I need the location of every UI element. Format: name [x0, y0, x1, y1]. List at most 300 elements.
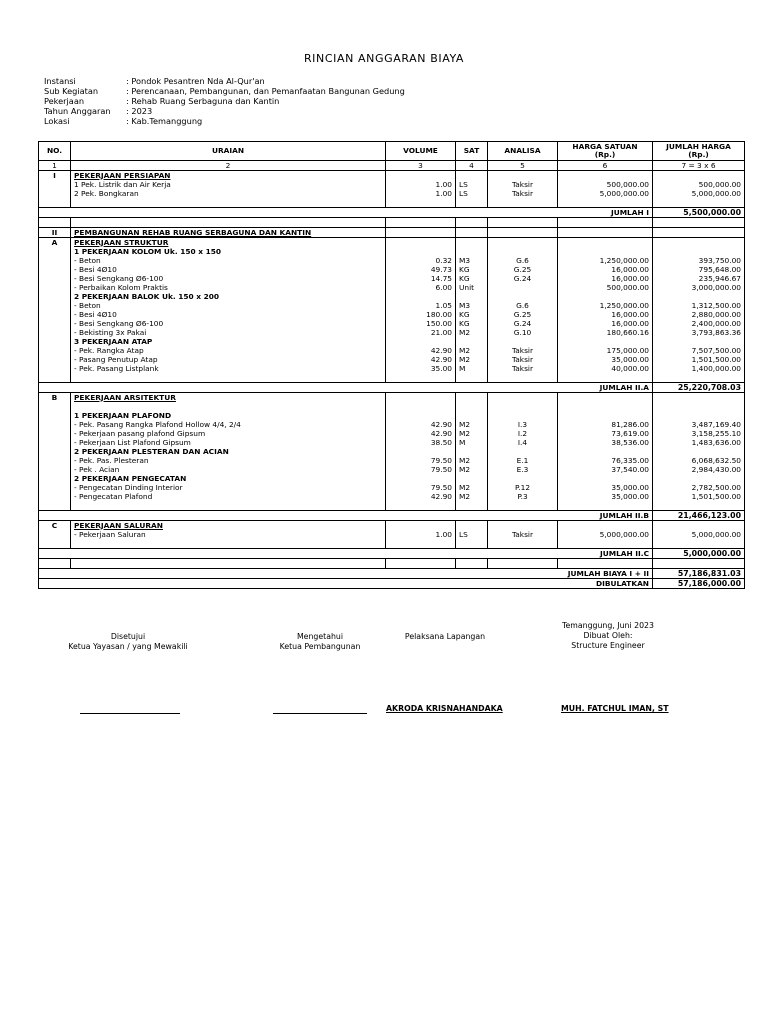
table-cell: [488, 521, 558, 531]
signature-line-yayasan: [80, 713, 180, 714]
item-total-price: 3,793,863.36: [653, 328, 745, 337]
info-row: [44, 96, 405, 106]
table-cell: [456, 474, 488, 483]
table-cell: [386, 373, 456, 383]
column-number-row: [39, 161, 745, 171]
info-row: [44, 106, 405, 116]
table-cell: [488, 337, 558, 346]
table-cell: [488, 228, 558, 238]
item-total-price: 2,880,000.00: [653, 310, 745, 319]
item-total-price: 5,000,000.00: [653, 530, 745, 539]
item-unit: LS: [456, 530, 488, 539]
info-value: : Perencanaan, Pembangunan, dan Pemanfaatan Bangunan Gedung: [126, 86, 405, 96]
group-title: 3 PEKERJAAN ATAP: [71, 337, 386, 346]
table-header-row: [39, 142, 745, 161]
item-analysis: Taksir: [488, 530, 558, 539]
table-cell: [39, 411, 71, 420]
table-cell: [653, 393, 745, 403]
table-cell: [488, 402, 558, 411]
grand-total-row: [39, 579, 745, 589]
table-row: [39, 283, 745, 292]
table-cell: [653, 559, 745, 569]
foundation-chair-title: Ketua Yayasan / yang Mewakili: [68, 642, 188, 651]
item-volume: 180.00: [386, 310, 456, 319]
item-total-price: 3,158,255.10: [653, 429, 745, 438]
item-unit: M: [456, 364, 488, 373]
item-analysis: P.12: [488, 483, 558, 492]
table-cell: [39, 218, 71, 228]
table-cell: [488, 171, 558, 181]
total-label: JUMLAH II.B: [39, 511, 653, 521]
item-analysis: G.24: [488, 319, 558, 328]
item-analysis: Taksir: [488, 346, 558, 355]
subtotal-row: [39, 383, 745, 393]
column-header: NO.: [39, 142, 71, 161]
table-cell: [39, 402, 71, 411]
table-row: [39, 483, 745, 492]
item-total-price: 7,507,500.00: [653, 346, 745, 355]
table-cell: [653, 402, 745, 411]
table-cell: [39, 355, 71, 364]
table-cell: [39, 346, 71, 355]
table-cell: [386, 559, 456, 569]
item-total-price: 2,400,000.00: [653, 319, 745, 328]
item-unit: M2: [456, 355, 488, 364]
info-key: Tahun Anggaran: [44, 106, 111, 116]
table-cell: [386, 247, 456, 256]
table-cell: [653, 521, 745, 531]
item-unit: M2: [456, 429, 488, 438]
total-value: 25,220,708.03: [653, 383, 745, 393]
group-row: [39, 474, 745, 483]
table-row: [39, 465, 745, 474]
signature-line-pembangunan: [273, 713, 367, 714]
item-unit: Unit: [456, 283, 488, 292]
item-analysis: I.3: [488, 420, 558, 429]
table-cell: [456, 447, 488, 456]
item-volume: 38.50: [386, 438, 456, 447]
table-cell: [456, 218, 488, 228]
table-cell: [39, 364, 71, 373]
table-cell: [488, 373, 558, 383]
item-description: - Beton: [71, 256, 386, 265]
item-volume: 42.90: [386, 346, 456, 355]
table-cell: [71, 373, 386, 383]
table-cell: [386, 228, 456, 238]
table-cell: [39, 310, 71, 319]
table-cell: [39, 373, 71, 383]
item-description: - Perbaikan Kolom Praktis: [71, 283, 386, 292]
table-cell: [488, 539, 558, 549]
table-cell: [386, 337, 456, 346]
table-cell: [456, 393, 488, 403]
item-analysis: G.10: [488, 328, 558, 337]
group-row: [39, 411, 745, 420]
info-row: [44, 86, 405, 96]
item-description: - Besi 4Ø10: [71, 265, 386, 274]
item-unit: M2: [456, 420, 488, 429]
table-cell: [456, 521, 488, 531]
info-key: Instansi: [44, 76, 76, 86]
table-cell: [39, 539, 71, 549]
table-cell: [653, 171, 745, 181]
table-row: [39, 355, 745, 364]
table-row: [39, 301, 745, 310]
item-unit: M2: [456, 465, 488, 474]
table-cell: [386, 292, 456, 301]
item-analysis: I.2: [488, 429, 558, 438]
info-value: : Kab.Temanggung: [126, 116, 203, 126]
table-cell: [39, 474, 71, 483]
item-analysis: E.3: [488, 465, 558, 474]
item-unit-price: 37,540.00: [558, 465, 653, 474]
item-total-price: 2,782,500.00: [653, 483, 745, 492]
executor-name: AKRODA KRISNAHANDAKA: [386, 704, 503, 713]
table-cell: [558, 393, 653, 403]
table-cell: [456, 238, 488, 248]
item-total-price: 3,000,000.00: [653, 283, 745, 292]
item-total-price: 1,501,500.00: [653, 492, 745, 501]
table-cell: [558, 474, 653, 483]
item-analysis: [488, 283, 558, 292]
blank-row: [39, 218, 745, 228]
item-volume: 79.50: [386, 465, 456, 474]
column-number: 7 = 3 x 6: [653, 161, 745, 171]
section-title: PEKERJAAN PERSIAPAN: [71, 171, 386, 181]
item-unit-price: 38,536.00: [558, 438, 653, 447]
item-total-price: 1,400,000.00: [653, 364, 745, 373]
table-cell: [386, 198, 456, 208]
table-cell: [488, 393, 558, 403]
table-cell: [39, 438, 71, 447]
item-description: - Pasang Penutup Atap: [71, 355, 386, 364]
item-total-price: 1,312,500.00: [653, 301, 745, 310]
section-row: [39, 171, 745, 181]
table-row: [39, 274, 745, 283]
column-number: 5: [488, 161, 558, 171]
table-cell: [386, 539, 456, 549]
item-volume: 1.00: [386, 180, 456, 189]
blank-row: [39, 198, 745, 208]
item-description: 1 Pek. Listrik dan Air Kerja: [71, 180, 386, 189]
item-description: - Besi Sengkang Ø6-100: [71, 319, 386, 328]
item-description: - Pekerjaan pasang plafond Gipsum: [71, 429, 386, 438]
table-cell: [558, 228, 653, 238]
engineer-name: MUH. FATCHUL IMAN, ST: [561, 704, 669, 713]
table-cell: [488, 292, 558, 301]
table-cell: [39, 483, 71, 492]
item-analysis: I.4: [488, 438, 558, 447]
total-label: JUMLAH BIAYA I + II: [39, 569, 653, 579]
item-analysis: P.3: [488, 492, 558, 501]
total-value: 21,466,123.00: [653, 511, 745, 521]
construction-chair-title: Ketua Pembangunan: [279, 642, 361, 651]
table-cell: [39, 247, 71, 256]
table-cell: [456, 411, 488, 420]
table-cell: [39, 301, 71, 310]
table-cell: [558, 247, 653, 256]
item-analysis: G.6: [488, 256, 558, 265]
item-unit: M3: [456, 256, 488, 265]
item-unit-price: 35,000.00: [558, 492, 653, 501]
total-value: 5,000,000.00: [653, 549, 745, 559]
item-description: - Pek. Pas. Plesteran: [71, 456, 386, 465]
table-cell: [456, 228, 488, 238]
item-analysis: Taksir: [488, 189, 558, 198]
item-unit-price: 16,000.00: [558, 274, 653, 283]
table-cell: [558, 521, 653, 531]
table-cell: [653, 198, 745, 208]
table-cell: [39, 274, 71, 283]
table-cell: [488, 218, 558, 228]
table-cell: [39, 292, 71, 301]
table-cell: [488, 501, 558, 511]
item-volume: 0.32: [386, 256, 456, 265]
table-cell: [558, 411, 653, 420]
table-cell: [456, 373, 488, 383]
table-cell: [71, 559, 386, 569]
table-cell: [653, 501, 745, 511]
table-cell: [456, 402, 488, 411]
group-title: 2 PEKERJAAN PENGECATAN: [71, 474, 386, 483]
group-row: [39, 292, 745, 301]
item-unit-price: 180,660.16: [558, 328, 653, 337]
table-cell: [39, 530, 71, 539]
section-number: A: [39, 238, 71, 248]
item-volume: 1.00: [386, 189, 456, 198]
item-unit: KG: [456, 319, 488, 328]
section-number: C: [39, 521, 71, 531]
info-value: : Rehab Ruang Serbaguna dan Kantin: [126, 96, 280, 106]
item-unit-price: 1,250,000.00: [558, 256, 653, 265]
blank-row: [39, 539, 745, 549]
info-key: Sub Kegiatan: [44, 86, 99, 96]
table-cell: [386, 171, 456, 181]
blank-row: [39, 373, 745, 383]
table-cell: [39, 447, 71, 456]
table-row: [39, 420, 745, 429]
group-row: [39, 447, 745, 456]
group-title: 2 PEKERJAAN PLESTERAN DAN ACIAN: [71, 447, 386, 456]
item-volume: 35.00: [386, 364, 456, 373]
table-row: [39, 492, 745, 501]
approved-label: Disetujui: [110, 632, 146, 641]
total-value: 57,186,000.00: [653, 579, 745, 589]
table-cell: [39, 492, 71, 501]
item-unit: M: [456, 438, 488, 447]
item-analysis: Taksir: [488, 180, 558, 189]
total-label: JUMLAH II.A: [39, 383, 653, 393]
item-volume: 21.00: [386, 328, 456, 337]
table-cell: [488, 559, 558, 569]
table-cell: [488, 411, 558, 420]
budget-table: [38, 141, 745, 589]
table-cell: [558, 198, 653, 208]
column-header: HARGA SATUAN (Rp.): [558, 142, 653, 161]
table-cell: [39, 256, 71, 265]
table-cell: [386, 501, 456, 511]
project-info: [44, 76, 405, 126]
section-title: PEMBANGUNAN REHAB RUANG SERBAGUNA DAN KANTIN: [71, 228, 386, 238]
item-unit: KG: [456, 274, 488, 283]
item-volume: 1.05: [386, 301, 456, 310]
item-volume: 1.00: [386, 530, 456, 539]
item-unit-price: 16,000.00: [558, 310, 653, 319]
table-cell: [653, 447, 745, 456]
engineer-title: Structure Engineer: [571, 641, 645, 650]
table-cell: [558, 171, 653, 181]
item-description: - Pek. Pasang Rangka Plafond Hollow 4/4, 2/4: [71, 420, 386, 429]
item-analysis: Taksir: [488, 355, 558, 364]
table-cell: [558, 501, 653, 511]
item-unit-price: 175,000.00: [558, 346, 653, 355]
item-total-price: 235,946.67: [653, 274, 745, 283]
item-unit-price: 1,250,000.00: [558, 301, 653, 310]
table-row: [39, 180, 745, 189]
group-title: 1 PEKERJAAN PLAFOND: [71, 411, 386, 420]
table-cell: [558, 447, 653, 456]
item-total-price: 3,487,169.40: [653, 420, 745, 429]
section-title: PEKERJAAN STRUKTUR: [71, 238, 386, 248]
table-cell: [456, 247, 488, 256]
item-total-price: 500,000.00: [653, 180, 745, 189]
item-analysis: G.24: [488, 274, 558, 283]
item-description: - Pengecatan Dinding Interior: [71, 483, 386, 492]
table-cell: [456, 171, 488, 181]
item-unit-price: 81,286.00: [558, 420, 653, 429]
item-volume: 49.73: [386, 265, 456, 274]
item-unit: M2: [456, 456, 488, 465]
section-title: PEKERJAAN ARSITEKTUR: [71, 393, 386, 403]
item-total-price: 1,501,500.00: [653, 355, 745, 364]
subtotal-row: [39, 208, 745, 218]
item-unit: LS: [456, 189, 488, 198]
table-cell: [488, 474, 558, 483]
table-row: [39, 189, 745, 198]
table-cell: [71, 539, 386, 549]
item-description: - Beton: [71, 301, 386, 310]
subtotal-row: [39, 549, 745, 559]
section-row: [39, 238, 745, 248]
item-unit: M2: [456, 483, 488, 492]
table-cell: [653, 228, 745, 238]
table-row: [39, 429, 745, 438]
section-title: PEKERJAAN SALURAN: [71, 521, 386, 531]
item-description: - Pengecatan Plafond: [71, 492, 386, 501]
table-cell: [653, 411, 745, 420]
table-cell: [653, 539, 745, 549]
table-cell: [386, 218, 456, 228]
item-unit: M2: [456, 492, 488, 501]
section-row: [39, 521, 745, 531]
item-unit-price: 35,000.00: [558, 355, 653, 364]
column-header: VOLUME: [386, 142, 456, 161]
section-number: II: [39, 228, 71, 238]
info-row: [44, 116, 405, 126]
item-unit: LS: [456, 180, 488, 189]
section-number: B: [39, 393, 71, 403]
table-row: [39, 530, 745, 539]
section-row: [39, 228, 745, 238]
column-number: 4: [456, 161, 488, 171]
table-cell: [653, 474, 745, 483]
column-number: 2: [71, 161, 386, 171]
table-cell: [456, 337, 488, 346]
table-cell: [39, 429, 71, 438]
blank-row: [39, 501, 745, 511]
table-cell: [39, 465, 71, 474]
table-cell: [386, 474, 456, 483]
table-cell: [386, 393, 456, 403]
table-cell: [558, 559, 653, 569]
table-cell: [386, 411, 456, 420]
item-total-price: 1,483,636.00: [653, 438, 745, 447]
table-cell: [39, 319, 71, 328]
table-cell: [653, 292, 745, 301]
table-cell: [386, 402, 456, 411]
item-description: - Besi 4Ø10: [71, 310, 386, 319]
table-cell: [456, 198, 488, 208]
info-value: : Pondok Pesantren Nda Al-Qur'an: [126, 76, 265, 86]
item-unit-price: 500,000.00: [558, 180, 653, 189]
item-unit-price: 500,000.00: [558, 283, 653, 292]
item-unit-price: 73,619.00: [558, 429, 653, 438]
table-row: [39, 310, 745, 319]
item-description: - Pek . Acian: [71, 465, 386, 474]
table-cell: [488, 247, 558, 256]
item-unit-price: 5,000,000.00: [558, 530, 653, 539]
total-label: DIBULATKAN: [39, 579, 653, 589]
item-unit-price: 40,000.00: [558, 364, 653, 373]
item-unit: KG: [456, 310, 488, 319]
item-unit-price: 16,000.00: [558, 319, 653, 328]
table-cell: [39, 420, 71, 429]
table-cell: [558, 402, 653, 411]
table-cell: [456, 292, 488, 301]
table-cell: [456, 559, 488, 569]
item-unit: M3: [456, 301, 488, 310]
item-total-price: 393,750.00: [653, 256, 745, 265]
item-volume: 42.90: [386, 429, 456, 438]
item-unit-price: 16,000.00: [558, 265, 653, 274]
table-cell: [39, 559, 71, 569]
table-row: [39, 265, 745, 274]
column-number: 1: [39, 161, 71, 171]
column-header: SAT: [456, 142, 488, 161]
item-unit: M2: [456, 328, 488, 337]
table-cell: [558, 238, 653, 248]
item-volume: 14.75: [386, 274, 456, 283]
item-description: - Pekerjaan Saluran: [71, 530, 386, 539]
table-cell: [653, 238, 745, 248]
item-volume: 79.50: [386, 483, 456, 492]
blank-row: [39, 402, 745, 411]
item-volume: 42.90: [386, 420, 456, 429]
item-total-price: 5,000,000.00: [653, 189, 745, 198]
item-description: - Pekerjaan List Plafond Gipsum: [71, 438, 386, 447]
total-value: 5,500,000.00: [653, 208, 745, 218]
group-row: [39, 247, 745, 256]
table-cell: [653, 218, 745, 228]
table-row: [39, 346, 745, 355]
field-executor-title: Pelaksana Lapangan: [404, 632, 486, 641]
item-analysis: E.1: [488, 456, 558, 465]
item-analysis: G.25: [488, 265, 558, 274]
group-title: 1 PEKERJAAN KOLOM Uk. 150 x 150: [71, 247, 386, 256]
total-label: JUMLAH II.C: [39, 549, 653, 559]
table-cell: [488, 447, 558, 456]
column-number: 3: [386, 161, 456, 171]
